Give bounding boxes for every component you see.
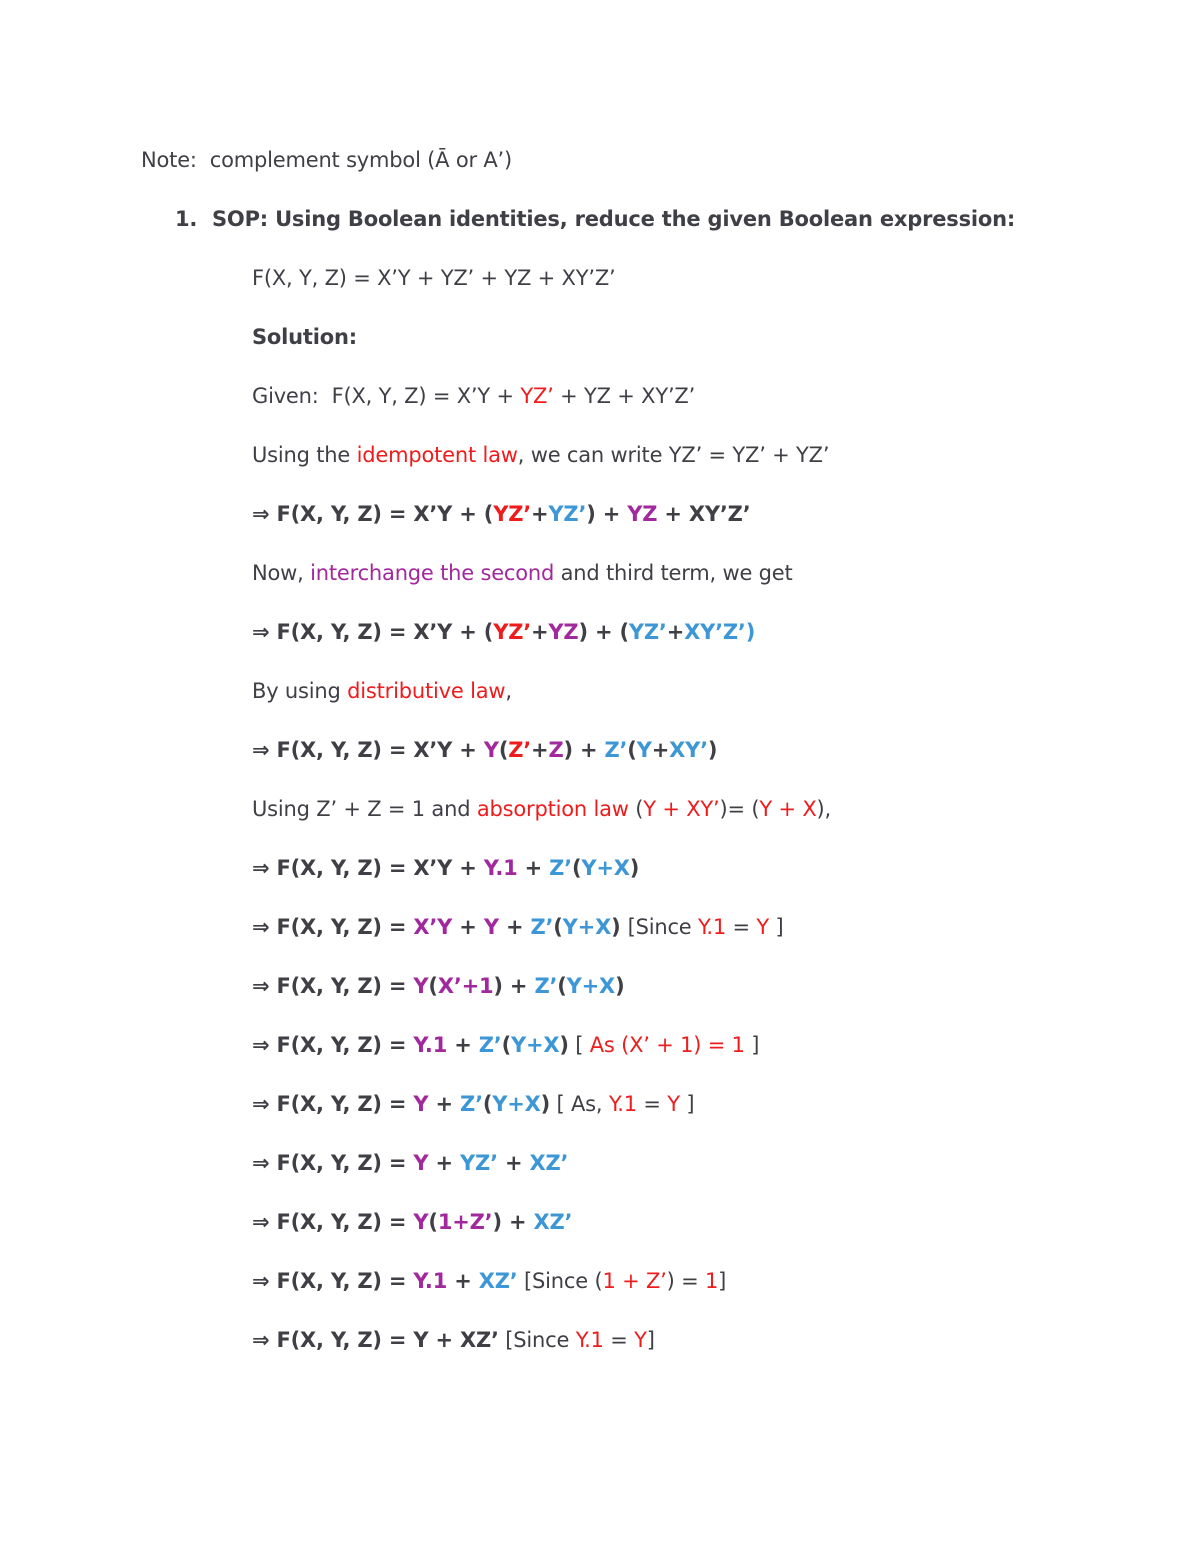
text-run: Y.1 xyxy=(413,1269,448,1293)
text-run: Using the xyxy=(252,443,357,467)
question-number: 1. xyxy=(175,207,198,231)
solution-step xyxy=(252,738,717,762)
text-run: YZ’ xyxy=(548,502,587,526)
text-run: Y+X xyxy=(492,1092,541,1116)
text-run: ⇒ F(X, Y, Z) = X’Y + xyxy=(252,738,484,762)
text-run: XZ’ xyxy=(533,1210,573,1234)
text-run: Y xyxy=(413,1151,429,1175)
text-run: Y+X xyxy=(562,915,612,939)
text-run: 1 xyxy=(704,1269,719,1293)
text-run: Y xyxy=(636,738,652,762)
text-run: XZ’ xyxy=(529,1151,569,1175)
text-run: XY’ xyxy=(669,738,708,762)
text-run: ( xyxy=(482,1092,493,1116)
text-run: Y.1 xyxy=(575,1328,604,1352)
text-run: YZ’ xyxy=(628,620,667,644)
text-run: ⇒ F(X, Y, Z) = xyxy=(252,1151,414,1175)
text-run: 1+Z’ xyxy=(437,1210,493,1234)
text-run: + xyxy=(428,1151,461,1175)
text-run: + xyxy=(666,620,685,644)
text-run: ( xyxy=(428,1210,438,1234)
text-run: )= ( xyxy=(719,797,760,821)
text-run: Y xyxy=(634,1328,647,1352)
solution-step xyxy=(252,856,639,880)
text-run: Y + XY’ xyxy=(643,797,720,821)
text-run: ⇒ F(X, Y, Z) = X’Y + ( xyxy=(252,502,494,526)
text-run: Z’ xyxy=(604,738,628,762)
text-run: ] xyxy=(718,1269,727,1293)
text-run: + xyxy=(531,620,549,644)
text-run: , xyxy=(505,679,512,703)
text-run: YZ’ xyxy=(460,1151,498,1175)
text-run: ) xyxy=(707,738,718,762)
text-run: interchange the second xyxy=(310,561,555,585)
text-run: Y xyxy=(483,915,499,939)
solution-heading: Solution: xyxy=(252,325,357,349)
text-run: + xyxy=(447,1269,479,1293)
solution-step xyxy=(252,384,695,408)
solution-step xyxy=(252,915,784,939)
text-run: Z’ xyxy=(508,738,532,762)
question-text: SOP: Using Boolean identities, reduce the given Boolean expression: xyxy=(212,207,1016,231)
text-run: ⇒ F(X, Y, Z) = xyxy=(252,974,414,998)
text-run: ( xyxy=(627,738,637,762)
text-run: Y xyxy=(756,915,770,939)
text-run: = xyxy=(636,1092,668,1116)
text-run: ⇒ F(X, Y, Z) = xyxy=(252,1092,414,1116)
solution-step xyxy=(252,502,750,526)
solution-step xyxy=(252,620,755,644)
solution-step xyxy=(252,561,793,585)
text-run: Y xyxy=(413,974,429,998)
given-expression xyxy=(252,266,616,290)
text-run: YZ’ xyxy=(493,620,531,644)
text-run: + xyxy=(531,738,549,762)
text-run: ] xyxy=(744,1033,760,1057)
text-run: Z xyxy=(548,738,564,762)
text-run: XY’Z’ xyxy=(684,620,746,644)
text-run: = xyxy=(726,915,757,939)
text-run: ( xyxy=(571,856,582,880)
text-run: YZ’ xyxy=(493,502,531,526)
text-run: F(X, Y, Z) = X’Y + YZ’ + YZ + XY’Z’ xyxy=(252,266,616,290)
text-run: Y.1 xyxy=(608,1092,637,1116)
text-run: ⇒ F(X, Y, Z) = xyxy=(252,1033,414,1057)
text-run: 1 + Z’ xyxy=(602,1269,667,1293)
text-run: By using xyxy=(252,679,348,703)
text-run: ) + xyxy=(492,1210,534,1234)
text-run: X’Y xyxy=(413,915,453,939)
text-run: As (X’ + 1) = 1 xyxy=(589,1033,745,1057)
text-run: ) + ( xyxy=(578,620,629,644)
text-run: ⇒ F(X, Y, Z) = xyxy=(252,915,414,939)
solution-step xyxy=(252,443,829,467)
text-run: ) xyxy=(611,915,628,939)
solution-step xyxy=(252,974,624,998)
text-run: Note: complement symbol (Ā or A’) xyxy=(141,148,513,172)
text-run: ) = xyxy=(666,1269,705,1293)
solution-step xyxy=(252,1269,726,1293)
text-run: Z’ xyxy=(549,856,572,880)
text-run: , we can write YZ’ = YZ’ + YZ’ xyxy=(517,443,830,467)
text-run: ( xyxy=(553,915,563,939)
text-run: ( xyxy=(557,974,567,998)
text-run: ) xyxy=(629,856,640,880)
text-run: Y xyxy=(413,1092,429,1116)
text-run: ( xyxy=(628,797,644,821)
text-run: ( xyxy=(428,974,438,998)
solution-step xyxy=(252,797,831,821)
text-run: ) + xyxy=(586,502,628,526)
text-run: ( xyxy=(501,1033,511,1057)
text-run: Z’ xyxy=(478,1033,502,1057)
text-run: ), xyxy=(816,797,831,821)
text-run: + xyxy=(447,1033,479,1057)
text-run: Using Z’ + Z = 1 and xyxy=(252,797,477,821)
text-run: ⇒ F(X, Y, Z) = Y + XZ’ xyxy=(252,1328,499,1352)
text-run: Z’ xyxy=(530,915,554,939)
text-run: [ As, xyxy=(550,1092,609,1116)
text-run: Y+X xyxy=(566,974,616,998)
text-run: [Since xyxy=(498,1328,576,1352)
text-run: +1 xyxy=(461,974,494,998)
text-run: ⇒ F(X, Y, Z) = X’Y + ( xyxy=(252,620,494,644)
text-run: + xyxy=(428,1092,461,1116)
text-run: Y xyxy=(667,1092,680,1116)
text-run: ( xyxy=(498,738,509,762)
solution-step xyxy=(252,1210,572,1234)
text-run: ] xyxy=(769,915,784,939)
solution-step xyxy=(252,1151,568,1175)
text-run: Y xyxy=(413,1210,429,1234)
text-run: = xyxy=(603,1328,635,1352)
solution-step xyxy=(252,1033,759,1057)
text-run: Now, xyxy=(252,561,311,585)
text-run: Y+X xyxy=(581,856,630,880)
text-run: + xyxy=(497,1151,530,1175)
text-run: + YZ + XY’Z’ xyxy=(553,384,696,408)
note-line xyxy=(141,148,512,172)
text-run: Y.1 xyxy=(698,915,727,939)
text-run: [Since xyxy=(627,915,699,939)
text-run: + xyxy=(498,915,531,939)
text-run: ) + xyxy=(563,738,605,762)
text-run: and third term, we get xyxy=(554,561,793,585)
text-run: ⇒ F(X, Y, Z) = xyxy=(252,1210,414,1234)
text-run: + xyxy=(651,738,670,762)
text-run: Z’ xyxy=(460,1092,483,1116)
solution-step xyxy=(252,1328,655,1352)
text-run: Y xyxy=(483,738,499,762)
text-run: Y.1 xyxy=(413,1033,448,1057)
text-run: ) xyxy=(540,1092,551,1116)
solution-step xyxy=(252,679,512,703)
text-run: ] xyxy=(646,1328,655,1352)
text-run: Y+X xyxy=(510,1033,560,1057)
text-run: + xyxy=(517,856,550,880)
text-run: YZ’ xyxy=(520,384,554,408)
solution-step xyxy=(252,1092,694,1116)
text-run: Given: F(X, Y, Z) = X’Y + xyxy=(252,384,521,408)
text-run: ⇒ F(X, Y, Z) = xyxy=(252,1269,414,1293)
text-run: Y.1 xyxy=(483,856,518,880)
text-run: idempotent law xyxy=(356,443,518,467)
text-run: ) + xyxy=(493,974,535,998)
text-run: X’ xyxy=(437,974,462,998)
text-run: [ xyxy=(568,1033,590,1057)
text-run: XZ’ xyxy=(478,1269,518,1293)
text-run: + xyxy=(452,915,484,939)
text-run: [Since ( xyxy=(517,1269,603,1293)
text-run: YZ xyxy=(627,502,658,526)
text-run: ] xyxy=(679,1092,695,1116)
text-run: Z’ xyxy=(534,974,558,998)
text-run: + xyxy=(531,502,549,526)
text-run: ) xyxy=(615,974,625,998)
text-run: Y + X xyxy=(759,797,817,821)
text-run: ) xyxy=(745,620,756,644)
text-run: YZ xyxy=(548,620,579,644)
text-run: ⇒ F(X, Y, Z) = X’Y + xyxy=(252,856,484,880)
text-run: ) xyxy=(559,1033,569,1057)
text-run: absorption law xyxy=(476,797,629,821)
text-run: distributive law xyxy=(347,679,506,703)
text-run: + XY’Z’ xyxy=(657,502,751,526)
